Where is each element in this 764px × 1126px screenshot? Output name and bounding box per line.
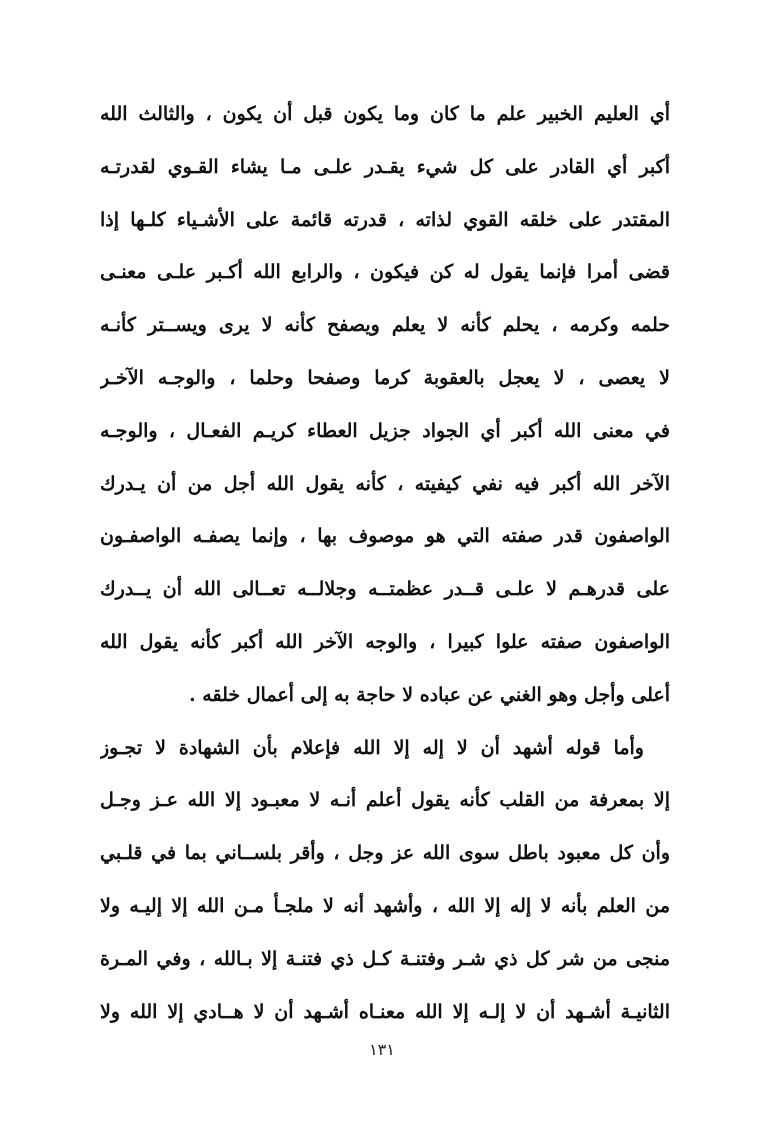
text-line: الواصفون قدر صفته التي هو موصوف بها ، وإنما يصفـه الواصفـون (100, 525, 670, 548)
text-line: قضى أمرا فإنما يقول له كن فيكون ، والرابع الله أكـبر علـى معنـى (100, 261, 670, 284)
page-number: ١٣١ (369, 1040, 395, 1059)
text-line: الواصفون صفته علوا كبيرا ، والوجه الآخر الله أكبر كأنه يقول الله (100, 630, 670, 653)
text-line: أكبر أي القادر على كل شيء يقـدر علـى مـا يشاء القـوي لقدرتـه (100, 155, 670, 178)
text-line: أي العليم الخبير علم ما كان وما يكون قبل أن يكون ، والثالث الله (100, 103, 670, 125)
text-line: حلمه وكرمه ، يحلم كأنه لا يعلم ويصفح كأنه لا يرى ويســتر كأنـه (100, 314, 670, 337)
text-line: الآخر الله أكبر فيه نفي كيفيته ، كأنه يقول الله أجل من أن يـدرك (100, 472, 670, 495)
text-line: منجى من شر كل ذي شـر وفتنـة كـل ذي فتنـة إلا بـالله ، وفي المـرة (100, 947, 670, 970)
paragraph-2 (100, 722, 670, 1039)
text-line: إلا بمعرفة من القلب كأنه يقول أعلم أنـه لا معبـود إلا الله عـز وجـل (100, 789, 670, 812)
text-line: لا يعصى ، لا يعجل بالعقوبة كرما وصفحا وحلما ، والوجـه الآخـر (100, 366, 670, 389)
paragraph-1 (100, 88, 670, 722)
text-line: الثانيـة أشـهد أن لا إلـه إلا الله معنـاه أشـهد أن لا هــادي إلا الله ولا (100, 1000, 670, 1023)
text-line: وأن كل معبود باطل سوى الله عز وجل ، وأقر بلســاني بما في قلـبي (100, 842, 670, 865)
text-line: أعلى وأجل وهو الغني عن عباده لا حاجة به إلى أعمال خلقه . (189, 683, 670, 706)
text-line: على قدرهـم لا علـى قــدر عظمتــه وجلالــه تعــالى الله أن يــدرك (100, 578, 670, 601)
text-line: في معنى الله أكبر أي الجواد جزيل العطاء كريـم الفعـال ، والوجـه (100, 419, 670, 442)
text-line: من العلم بأنه لا إله إلا الله ، وأشهد أنه لا ملجـأ مـن الله إلا إليـه ولا (100, 894, 670, 917)
text-line: وأما قوله أشهد أن لا إله إلا الله فإعلام بأن الشهادة لا تجـوز (100, 736, 644, 759)
body-text (100, 88, 670, 1038)
text-line: المقتدر على خلقه القوي لذاته ، قدرته قائمة على الأشـياء كلـها إذا (100, 208, 670, 231)
